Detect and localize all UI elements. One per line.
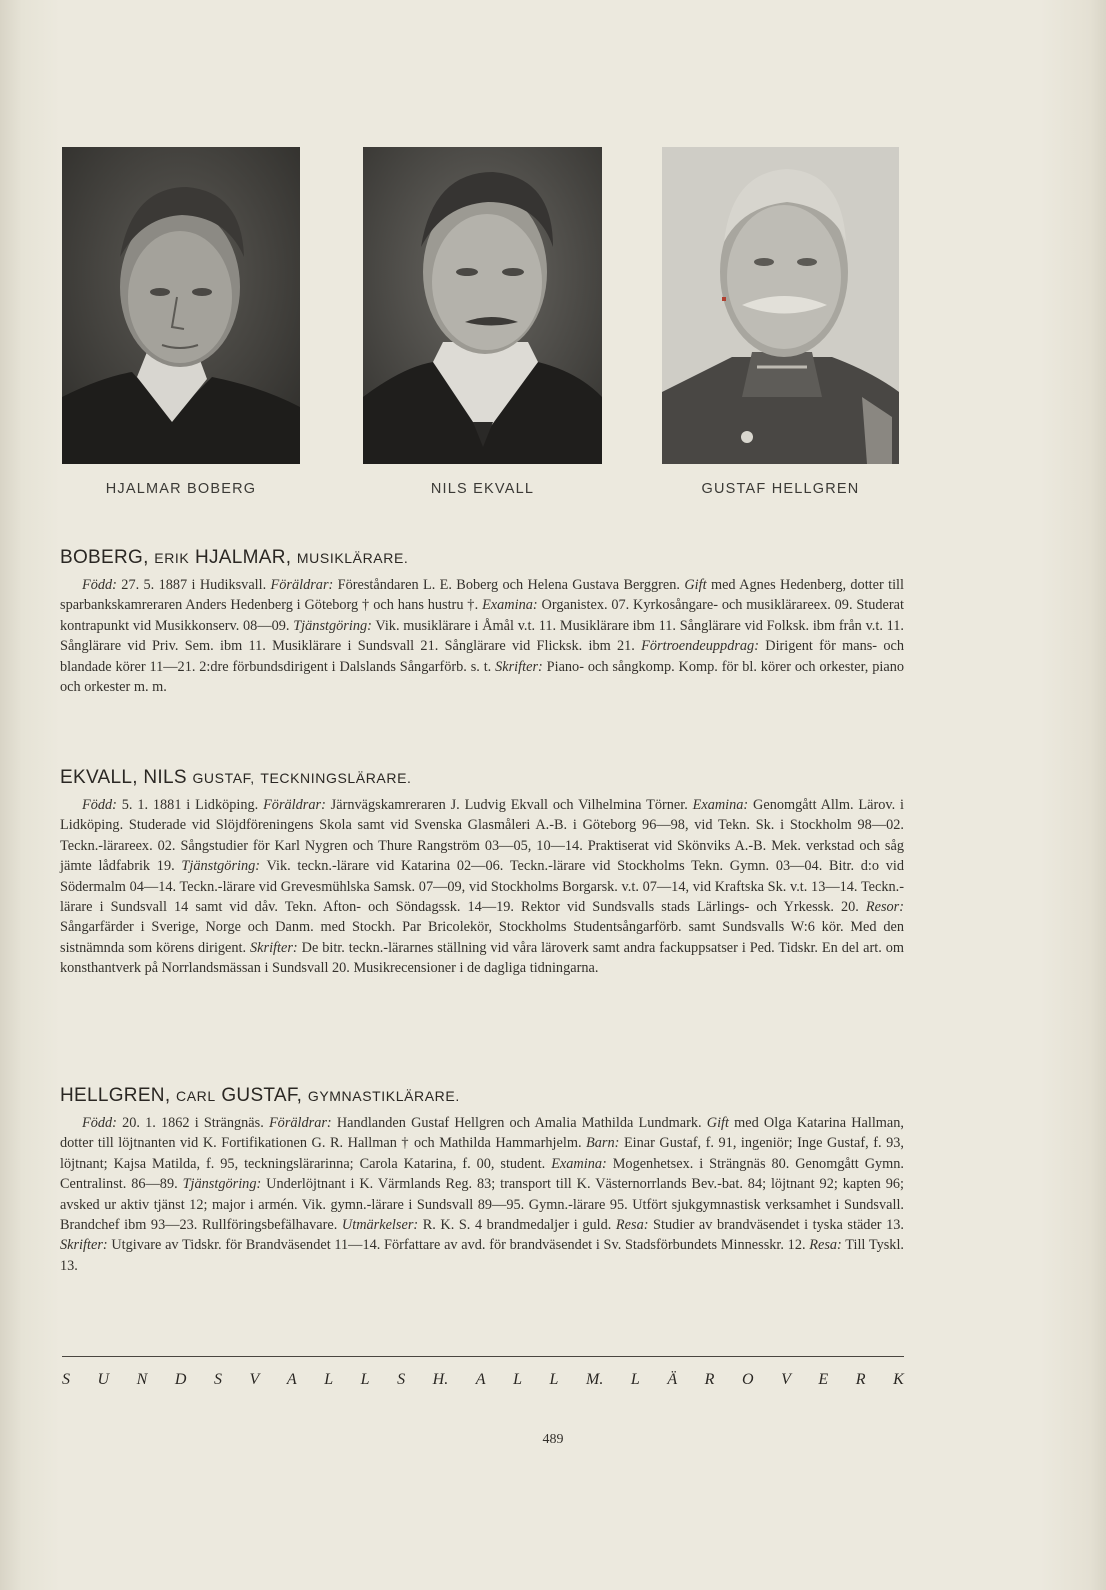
entry-body: Född: 20. 1. 1862 i Strängnäs. Föräldrar: Handlanden Gustaf Hellgren och Amalia Mathilda Lundmark. Gift med Olga Katarina Hallman, dotter till löjtnanten vid K. Fortifikationen G. R. Hallman † och Mathilda Hammarhjelm. Barn: Einar Gustaf, f. 91, ingeniör; Inge Gustaf, f. 93, löjtnant; Kajsa Matilda, f. 95, teckningslärarinna; Carola Katarina, f. 00, student. Examina: Mogenhetsex. i Strängnäs 80. Genomgått Gymn. Centralinst. 86—89. Tjänstgöring: Underlöjtnant i K. Värmlands Reg. 83; transport till K. Västernorrlands Bev.-bat. 84; löjtnant 92; kapten 96; avsked ur aktiv tjänst 12; major i armén. Vik. gymn.-lärare i Sundsvall 89—95. Gymn.-lärare 95. Utfört sjukgymnastisk verksamhet i Sundsvall. Brandchef ibm 93—23. Rullföringsbefälhavare. Utmärkelser: R. K. S. 4 brandmedaljer i guld. Resa: Studier av brandväsendet i tyska städer 13. Skrifter: Utgivare av Tidskr. för Brandväsendet 11—14. Författare av avd. för brandväsendet i Sv. Stadsförbundets Minnesskr. 12. Resa: Till Tyskl. 13. <box>60 1115 905 1274</box>
portrait-nils-ekvall <box>363 147 602 464</box>
entry-ekvall <box>60 767 904 979</box>
caption-hjalmar-boberg: HJALMAR BOBERG <box>105 481 257 497</box>
entry-heading: EKVALL, NILS GUSTAF, TECKNINGSLÄRARE. <box>60 767 412 788</box>
caption-nils-ekvall: NILS EKVALL <box>430 481 535 497</box>
portrait-hjalmar-boberg <box>62 147 300 464</box>
entry-heading: HELLGREN, CARL GUSTAF, GYMNASTIKLÄRARE. <box>60 1085 460 1106</box>
footer-rule <box>62 1356 904 1357</box>
portrait-gustaf-hellgren <box>662 147 899 464</box>
footer-running-title: S U N D S V A L L S H. A L L M. L Ä R O V E R K <box>62 1371 904 1388</box>
entry-hellgren <box>60 1085 904 1276</box>
page-number: 489 <box>542 1432 564 1447</box>
entry-body: Född: 27. 5. 1887 i Hudiksvall. Föräldrar: Föreståndaren L. E. Boberg och Helena Gustava Berggren. Gift med Agnes Hedenberg, dotter till sparbankskamreraren Anders Hedenberg i Göteborg † och hans hustru †. Examina: Organistex. 07. Kyrkosångare- och musiklärareex. 09. Studerat kontrapunkt vid Musikkonserv. 08—09. Tjänstgöring: Vik. musiklärare i Åmål v.t. 11. Musiklärare ibm 11. Sånglärare vid Folksk. ibm från v.t. 11. Sånglärare vid Priv. Sem. ibm 11. Musiklärare i Sundsvall 21. Sånglärare vid Flicksk. ibm 21. Förtroendeuppdrag: Dirigent för mans- och blandade körer 11—21. 2:dre förbundsdirigent i Dalslands Sångarförb. s. t. Skrifter: Piano- och sångkomp. Komp. för bl. körer och orkester, piano och orkester m. m. <box>60 577 904 696</box>
caption-gustaf-hellgren: GUSTAF HELLGREN <box>701 481 860 497</box>
entry-body: Född: 5. 1. 1881 i Lidköping. Föräldrar: Järnvägskamreraren J. Ludvig Ekvall och Vilhelmina Törner. Examina: Genomgått Allm. Lärov. i Lidköping. Studerade vid Slöjdföreningens Skola samt vid Svenska Glasmåleri A.-B. i Göteborg 96—98, vid Tekn. Sk. i Stockholm 98—02. Teckn.-lärareex. 02. Sångstudier för Karl Nygren och Thure Rangström 03—05, 10—14. Praktiserat vid Skönviks A.-B. Mek. verkstad och såg jämte lådfabrik 19. Tjänstgöring: Vik. teckn.-lärare vid Katarina 02—06. Teckn.-lärare vid Stockholms Tekn. Gymn. 03—04. Bitr. d:o vid Södermalm 04—14. Teckn.-lärare vid Grevesmühlska Samsk. 07—09, vid Stockholms Borgarsk. v.t. 07—14, vid Kraftska Sk. v.t. 13—14. Teckn.-lärare i Sundsvall 14 samt vid dåv. Tekn. Afton- och Söndagssk. 14—19. Rektor vid Sundsvalls stads Lärlings- och Yrkessk. 20. Resor: Sångarfärder i Sverige, Norge och Danm. med Stockh. Par Bricolekör, Stockholms Studentsångarförb. samt Sundsvalls W:6 kör. Med den sistnämnda som körens dirigent. Skrifter: De bitr. teckn.-lärarnes ställning vid våra läroverk samt andra fackuppsatser i Ped. Tidskr. En del art. om konsthantverk på Norrlandsmässan i Sundsvall 20. Musikrecensioner i de dagliga tidningarna. <box>60 797 905 977</box>
entry-boberg <box>60 547 904 697</box>
entry-heading: BOBERG, ERIK HJALMAR, MUSIKLÄRARE. <box>60 547 409 568</box>
